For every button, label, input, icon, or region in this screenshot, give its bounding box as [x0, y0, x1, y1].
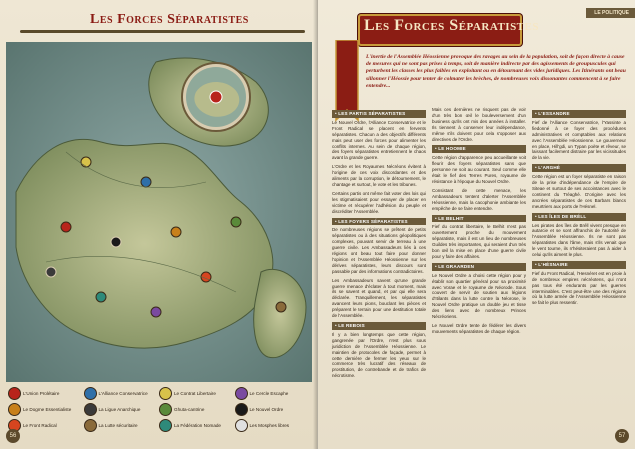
section-heading: • L'HÉSNAIRE: [532, 261, 626, 269]
title-underline: [20, 30, 305, 33]
legend-item: [8, 387, 82, 400]
faction-emblem-icon: [159, 419, 172, 432]
legend-item: [159, 387, 233, 400]
faction-emblem-icon: [8, 403, 21, 416]
legend-label: L'Alliance Conservatrice: [98, 391, 148, 396]
world-map: [6, 42, 312, 382]
body-paragraph: Les Ambassadeurs savent qu'une grande guerre menace d'éclater à tout moment, mais ils se savent et quand, et par qui elle sera déclarée. Tranquillement, les séparatistes avancent leurs pions, bouclant les pièces et préparent le terrain pour une destitution totale de l'Assemblée.: [332, 277, 426, 319]
faction-emblem-icon: [235, 403, 248, 416]
legend-label: La Ligue Anarchique: [98, 407, 141, 412]
faction-emblem-icon: [159, 387, 172, 400]
legend-label: Le Cercle Escaphe: [249, 391, 289, 396]
legend-item: [159, 419, 233, 432]
body-paragraph: Mais ces dernières ne risquent pas de voir d'un très bon œil le bouleversement d'un business qu'ils ont mis des années à installer. Ils tiennent à conserver leur indépendance, même s'ils doivent pour cela s'opposer aux directives de l'Ordre.: [432, 107, 526, 142]
faction-emblem-icon: [235, 387, 248, 400]
legend-label: Le Contrat Libertaire: [174, 391, 216, 396]
legend-label: Le Nouvel Ordre: [249, 407, 284, 412]
body-paragraph: Cette région d'apparence peu accueillante voit fleurir des foyers séparatistes sans que personne ne soit au courant. Seul comme elle était le fief des Terres Pures, royaume de résistance à l'époque du Nouvel Ordre.: [432, 155, 526, 184]
body-paragraph: De nombreuses régions se prêtent de petits séparatistes ou à des situations géopolitiques complexes, pouvant servir de terreau à une guerre civile. Les Ambassadeurs liés à ces régions ont beau tout faire pour donner l'opinion et l'Assemblée Héossienne sur les dérives séparatistes, leurs discours sont passable par des informations contradictoires.: [332, 227, 426, 274]
legend-item: [8, 403, 82, 416]
body-paragraph: Consistant de cette menace, les Ambassadeurs tentent d'alerter l'Assemblée Héossienne, mais la cacophonie ambiante les empêche de se faire entendre.: [432, 187, 526, 211]
map-legend: [8, 387, 308, 432]
body-paragraph: Le Nouvel Ordre, l'Alliance Conservatrice et le Front Radical se placent en fervents séparatistes. Chacun a des objectifs différents mais peut user des forces pour alimenter les conflits internes. Au sein de chaque région, des foyers séparatistes entretiennent le chaos avant la grande guerre.: [332, 119, 426, 161]
section-heading: • LE HOOMIE: [432, 145, 526, 153]
legend-label: L'Union Prolétaire: [23, 391, 60, 396]
body-paragraph: Certains partis ont même fait voter des lois qui les stigmatisaient pour essayer de placer en victime et récupérer l'adhésion du peuple et discréditer l'Assemblée.: [332, 190, 426, 214]
legend-item: [235, 403, 309, 416]
body-paragraph: Les pirates des îles de Bréll vivent presque en autarcie et se sont affranchis de l'autorité de l'Assemblée Héossienne. Ils ne sont pas séparatistes dans l'âme, mais s'ils venait que le vent tourne, ils n'hésiteraient pas à aider à celui qu'ils aiment le plus.: [532, 222, 626, 258]
section-heading: • L'ARGHÉ: [532, 164, 626, 172]
faction-emblem-icon: [84, 419, 97, 432]
section-heading: • LES FOYERS SÉPARATISTES: [332, 218, 426, 226]
legend-label: La Fédération Nomade: [174, 423, 221, 428]
faction-emblem-icon: [235, 419, 248, 432]
section-heading: • LE GRAARDEN: [432, 263, 526, 271]
page-title: Les Forces Séparatistes: [364, 17, 539, 34]
section-heading: • LE BELHIT: [432, 215, 526, 223]
body-paragraph: Il y a bien longtemps que cette région, gangrenée par l'Ordre, n'est plus sous juridiction de l'Assemblée Héossienne. Le maintien de protocoles de façade, permet à cette dernière de fermer les yeux sur le commerce très lucratif des réseaux de prostitution, de contrebande et de trafics de nécrotisme.: [332, 331, 426, 379]
body-paragraph: L'Ordre et les Royaumes Nécréons évitent à l'origine de ces voix discordantes et des aliments par la corruption, le détournement, le chantage et surtout, le vote et les tribunes.: [332, 164, 426, 187]
body-paragraph: Fief du contrat libertaire, le Belhit n'est pas ouvertement proche du mouvement séparatiste, mais il est un lieu de nombreuses Guildes très importantes, qui seraient d'un très bon œil la mise en place d'une guerre civile pour y faire des affaires.: [432, 224, 526, 259]
column-1: [332, 107, 426, 382]
column-3: [532, 107, 626, 309]
left-page: [0, 0, 317, 449]
section-heading: • LES PARTIS SÉPARATISTES: [332, 110, 426, 118]
intro-paragraph: L'inertie de l'Assemblée Héossienne provoque des ravages au sein de la population, soit de façon directe à cause de mesures qui ne sont pas prises à temps, soit de manière indirecte par des agissements de groupuscules qui perturbent les classes les plus faibles en exploitant ou en détournant des vides juridiques. Les Itinérants ont beau sillonner l'Héossie pour tenter de colmater les brèches, de nombreuses voix dissonantes commencent à se faire entendre...: [366, 54, 626, 89]
faction-emblem-icon: [84, 403, 97, 416]
body-paragraph: Fief du Front Radical, l'Hesnéret est en proie à de nombreux empires nécréotens, qui n'ont pas tous été endurants par les guerres interminables. C'est peut-être une des régions où la lutte armée de l'Assemblée Héossienne se fait le plus ressentir.: [532, 270, 626, 306]
legend-item: [235, 387, 309, 400]
section-heading: • LE REBOIS: [332, 322, 426, 330]
faction-emblem-icon: [8, 387, 21, 400]
legend-item: [84, 419, 158, 432]
body-paragraph: Fief de l'Alliance Conservatrice, l'Yassinte a fiedonné à ce foyer des procédures administratives et comptables aux relations avec l'Assemblée Héossienne. Le gouverneur en place, Hill'gdi, un Typan poète et rêveur, se laissant facilement distraire par les vicissitudes de la vie.: [532, 119, 626, 161]
body-paragraph: Le Nouvel Ordre a choisi cette région pour y établir son quartier général pour sa proximité avec Vorae et le royaume de Néorode. Sous couvert de servir de soutien aux légions d'Itilants dans la lutte contre la Néorose, le Nouvel Ordre pratique un double jeu et tisse des liens avec de nombreux Princes Nécréoriens.: [432, 272, 526, 320]
legend-label: Ghuta-cantrine: [174, 407, 205, 412]
legend-item: [8, 419, 82, 432]
body-paragraph: Le Nouvel Ordre tente de fédérer les divers mouvements séparatistes de chaque région.: [432, 323, 526, 334]
legend-label: Les Mosphes libres: [249, 423, 290, 428]
legend-item: [84, 387, 158, 400]
section-heading: • LES ÎLES DE BRÉLL: [532, 213, 626, 221]
legend-label: Le Front Radical: [23, 423, 57, 428]
page-number-right: 57: [615, 429, 629, 443]
column-2: [432, 107, 526, 338]
legend-label: Le Dogme Essentialiste: [23, 407, 72, 412]
legend-item: [159, 403, 233, 416]
faction-emblem-icon: [159, 403, 172, 416]
right-page: [318, 0, 635, 449]
chapter-tag: LE POLITIQUE: [586, 8, 635, 18]
body-paragraph: Cette région est un foyer séparatiste en raison de la prise d'indépendance de l'empire de Siteae et surtout de ses accointances avec le continent du Tréaghé. D'origine avec les ancrées séparatistes de ces Barbars blancs meurtriers aux ports de l'Hésnel.: [532, 174, 626, 209]
legend-item: [84, 403, 158, 416]
legend-label: La Lutte sécuritaire: [98, 423, 138, 428]
map-page-title: Les Forces Séparatistes: [90, 12, 249, 27]
section-heading: • L'ESSANDRE: [532, 110, 626, 118]
legend-item: [235, 419, 309, 432]
page-number-left: 56: [6, 429, 20, 443]
faction-emblem-icon: [84, 387, 97, 400]
